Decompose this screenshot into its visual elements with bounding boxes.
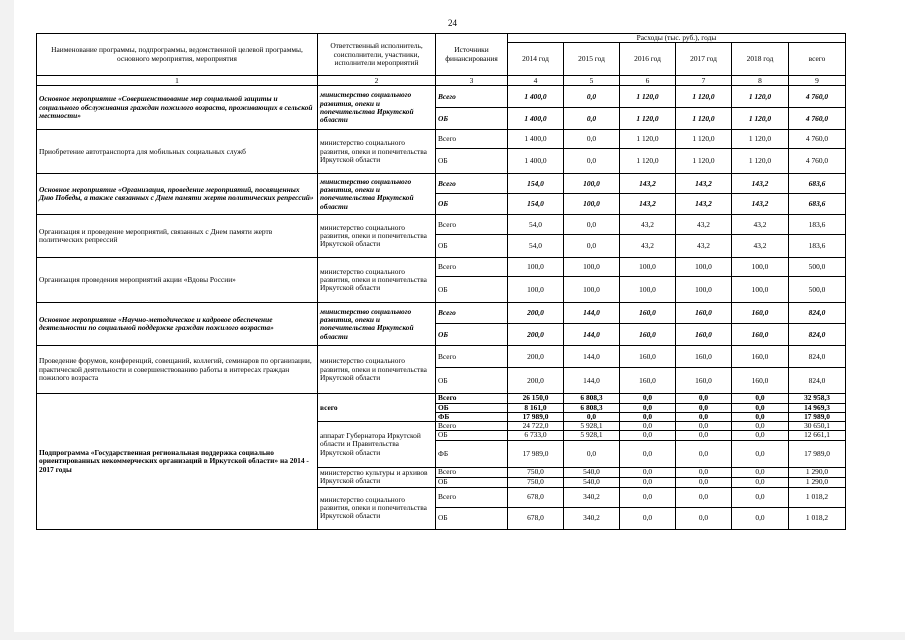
value-cell: 160,0 (620, 303, 676, 324)
executor: министерство социального развития, опеки и попечительства Иркутской области (318, 215, 436, 258)
source-cell: ОБ (436, 324, 508, 346)
source-cell: ОБ (436, 368, 508, 394)
value-cell: 5 928,1 (564, 431, 620, 440)
value-cell: 0,0 (620, 431, 676, 440)
value-cell: 1 400,0 (508, 130, 564, 149)
value-cell: 1 120,0 (676, 149, 732, 174)
value-cell: 200,0 (508, 303, 564, 324)
value-cell: 6 808,3 (564, 403, 620, 412)
table-row (37, 303, 846, 324)
header-expenses: Расходы (тыс. руб.), годы (508, 34, 846, 43)
executor: министерство социального развития, опеки и попечительства Иркутской области (318, 86, 436, 130)
value-cell: 500,0 (789, 277, 846, 303)
header-year: 2015 год (564, 43, 620, 76)
value-cell: 6 733,0 (508, 431, 564, 440)
value-cell: 154,0 (508, 174, 564, 194)
value-cell: 43,2 (620, 235, 676, 258)
value-cell: 0,0 (564, 108, 620, 130)
value-cell: 1 120,0 (732, 130, 789, 149)
value-cell: 0,0 (676, 422, 732, 431)
value-cell: 540,0 (564, 477, 620, 487)
value-cell: 678,0 (508, 487, 564, 507)
source-cell: Всего (436, 394, 508, 403)
header-total: всего (789, 43, 846, 76)
col-index: 3 (436, 76, 508, 86)
value-cell: 144,0 (564, 324, 620, 346)
value-cell: 100,0 (620, 277, 676, 303)
value-cell: 144,0 (564, 346, 620, 368)
value-cell: 0,0 (620, 394, 676, 403)
value-cell: 540,0 (564, 467, 620, 477)
col-index: 8 (732, 76, 789, 86)
column-index-row (37, 76, 846, 86)
value-cell: 0,0 (620, 422, 676, 431)
value-cell: 0,0 (620, 403, 676, 412)
executor: министерство социального развития, опеки и попечительства Иркутской области (318, 174, 436, 215)
activity-name: Проведение форумов, конференций, совещаний, коллегий, семинаров по организации, практической деятельности и совершенствованию работы в интересах граждан пожилого возраста (37, 346, 318, 394)
executor: министерство культуры и архивов Иркутской области (318, 467, 436, 487)
value-cell: 0,0 (676, 477, 732, 487)
value-cell: 340,2 (564, 487, 620, 507)
value-cell: 0,0 (676, 431, 732, 440)
value-cell: 0,0 (732, 487, 789, 507)
source-cell: ФБ (436, 412, 508, 421)
value-cell: 0,0 (732, 422, 789, 431)
value-cell: 0,0 (564, 149, 620, 174)
value-cell: 43,2 (676, 215, 732, 235)
value-cell: 100,0 (732, 258, 789, 277)
source-cell: Всего (436, 467, 508, 477)
value-cell: 200,0 (508, 324, 564, 346)
value-cell: 0,0 (676, 440, 732, 467)
value-cell: 143,2 (732, 174, 789, 194)
value-cell: 100,0 (508, 258, 564, 277)
value-cell: 100,0 (564, 258, 620, 277)
value-cell: 32 958,3 (789, 394, 846, 403)
page-number: 24 (448, 18, 457, 28)
col-index: 5 (564, 76, 620, 86)
source-cell: ОБ (436, 431, 508, 440)
value-cell: 4 760,0 (789, 108, 846, 130)
value-cell: 143,2 (620, 194, 676, 215)
value-cell: 143,2 (676, 174, 732, 194)
source-cell: Всего (436, 258, 508, 277)
value-cell: 500,0 (789, 258, 846, 277)
value-cell: 17 989,0 (508, 440, 564, 467)
value-cell: 160,0 (676, 346, 732, 368)
value-cell: 683,6 (789, 174, 846, 194)
source-cell: ОБ (436, 277, 508, 303)
value-cell: 17 989,0 (508, 412, 564, 421)
source-cell: ФБ (436, 440, 508, 467)
col-index: 2 (318, 76, 436, 86)
value-cell: 12 661,1 (789, 431, 846, 440)
value-cell: 160,0 (732, 324, 789, 346)
value-cell: 160,0 (732, 368, 789, 394)
value-cell: 200,0 (508, 346, 564, 368)
activity-name: Основное мероприятие «Совершенствование мер социальной защиты и социального обслуживания граждан пожилого возраста, проживающих в сельской местности» (37, 86, 318, 130)
value-cell: 0,0 (732, 467, 789, 477)
value-cell: 1 120,0 (620, 130, 676, 149)
value-cell: 750,0 (508, 467, 564, 477)
value-cell: 100,0 (564, 194, 620, 215)
value-cell: 0,0 (676, 487, 732, 507)
value-cell: 1 120,0 (620, 108, 676, 130)
source-cell: Всего (436, 130, 508, 149)
subprogram-name: Подпрограмма «Государственная региональная поддержка социально ориентированных некоммерческих организаций в Иркутской области» на 2014 - 2017 годы (37, 394, 318, 529)
value-cell: 0,0 (564, 440, 620, 467)
value-cell: 0,0 (676, 394, 732, 403)
value-cell: 100,0 (564, 174, 620, 194)
header-year: 2014 год (508, 43, 564, 76)
header-year: 2017 год (676, 43, 732, 76)
value-cell: 54,0 (508, 215, 564, 235)
value-cell: 0,0 (732, 440, 789, 467)
value-cell: 143,2 (620, 174, 676, 194)
value-cell: 160,0 (676, 368, 732, 394)
executor: министерство социального развития, опеки и попечительства Иркутской области (318, 303, 436, 346)
value-cell: 100,0 (676, 258, 732, 277)
value-cell: 200,0 (508, 368, 564, 394)
value-cell: 0,0 (732, 477, 789, 487)
header-row (37, 34, 846, 43)
value-cell: 14 969,3 (789, 403, 846, 412)
activity-name: Приобретение автотранспорта для мобильных социальных служб (37, 130, 318, 174)
value-cell: 100,0 (564, 277, 620, 303)
scan-left-margin (0, 0, 14, 640)
activity-name: Организация проведения мероприятий акции «Вдовы России» (37, 258, 318, 303)
value-cell: 1 120,0 (732, 86, 789, 108)
source-cell: Всего (436, 303, 508, 324)
source-cell: ОБ (436, 235, 508, 258)
value-cell: 1 120,0 (732, 149, 789, 174)
source-cell: ОБ (436, 477, 508, 487)
value-cell: 43,2 (732, 235, 789, 258)
value-cell: 0,0 (732, 394, 789, 403)
value-cell: 4 760,0 (789, 86, 846, 108)
header-source: Источники финансирования (436, 34, 508, 76)
value-cell: 43,2 (676, 235, 732, 258)
value-cell: 160,0 (676, 303, 732, 324)
value-cell: 160,0 (620, 346, 676, 368)
source-cell: ОБ (436, 507, 508, 529)
executor: министерство социального развития, опеки и попечительства Иркутской области (318, 130, 436, 174)
value-cell: 0,0 (620, 477, 676, 487)
source-cell: Всего (436, 215, 508, 235)
col-index: 4 (508, 76, 564, 86)
value-cell: 0,0 (676, 403, 732, 412)
value-cell: 0,0 (620, 507, 676, 529)
source-cell: Всего (436, 422, 508, 431)
value-cell: 0,0 (676, 507, 732, 529)
value-cell: 0,0 (620, 487, 676, 507)
value-cell: 1 290,0 (789, 467, 846, 477)
value-cell: 43,2 (732, 215, 789, 235)
executor: министерство социального развития, опеки и попечительства Иркутской области (318, 258, 436, 303)
value-cell: 100,0 (508, 277, 564, 303)
source-cell: ОБ (436, 194, 508, 215)
executor: министерство социального развития, опеки и попечительства Иркутской области (318, 487, 436, 529)
executor: министерство социального развития, опеки и попечительства Иркутской области (318, 346, 436, 394)
value-cell: 17 989,0 (789, 440, 846, 467)
value-cell: 0,0 (564, 235, 620, 258)
value-cell: 183,6 (789, 235, 846, 258)
value-cell: 26 150,0 (508, 394, 564, 403)
value-cell: 1 120,0 (620, 149, 676, 174)
value-cell: 0,0 (620, 440, 676, 467)
executor: всего (318, 394, 436, 422)
value-cell: 4 760,0 (789, 130, 846, 149)
value-cell: 1 400,0 (508, 108, 564, 130)
source-cell: ОБ (436, 149, 508, 174)
value-cell: 160,0 (732, 303, 789, 324)
value-cell: 824,0 (789, 346, 846, 368)
value-cell: 17 989,0 (789, 412, 846, 421)
value-cell: 1 018,2 (789, 507, 846, 529)
value-cell: 0,0 (732, 412, 789, 421)
source-cell: ОБ (436, 403, 508, 412)
table-row (37, 86, 846, 108)
value-cell: 1 120,0 (676, 108, 732, 130)
value-cell: 8 161,0 (508, 403, 564, 412)
value-cell: 160,0 (620, 324, 676, 346)
value-cell: 6 808,3 (564, 394, 620, 403)
value-cell: 144,0 (564, 303, 620, 324)
col-index: 7 (676, 76, 732, 86)
header-year: 2016 год (620, 43, 676, 76)
table-row (37, 346, 846, 368)
value-cell: 1 120,0 (676, 130, 732, 149)
table-row (37, 174, 846, 194)
value-cell: 340,2 (564, 507, 620, 529)
value-cell: 0,0 (564, 86, 620, 108)
source-cell: Всего (436, 487, 508, 507)
value-cell: 0,0 (564, 215, 620, 235)
activity-name: Основное мероприятие «Организация, проведение мероприятий, посвященных Дню Победы, а также связанных с Днем памяти жертв политических репрессий» (37, 174, 318, 215)
value-cell: 183,6 (789, 215, 846, 235)
value-cell: 0,0 (564, 412, 620, 421)
value-cell: 1 290,0 (789, 477, 846, 487)
value-cell: 750,0 (508, 477, 564, 487)
source-cell: Всего (436, 86, 508, 108)
value-cell: 0,0 (620, 412, 676, 421)
header-executor: Ответственный исполнитель, соисполнители, участники, исполнители мероприятий (318, 34, 436, 76)
value-cell: 160,0 (732, 346, 789, 368)
value-cell: 5 928,1 (564, 422, 620, 431)
header-year: 2018 год (732, 43, 789, 76)
value-cell: 0,0 (620, 467, 676, 477)
value-cell: 0,0 (732, 403, 789, 412)
table-row (37, 215, 846, 235)
table-row (37, 258, 846, 277)
table-row (37, 394, 846, 403)
value-cell: 1 120,0 (732, 108, 789, 130)
value-cell: 143,2 (676, 194, 732, 215)
activity-name: Организация и проведение мероприятий, связанных с Днем памяти жертв политических репрессий (37, 215, 318, 258)
source-cell: ОБ (436, 108, 508, 130)
source-cell: Всего (436, 174, 508, 194)
value-cell: 1 400,0 (508, 149, 564, 174)
value-cell: 30 650,1 (789, 422, 846, 431)
table-row (37, 130, 846, 149)
value-cell: 24 722,0 (508, 422, 564, 431)
value-cell: 100,0 (620, 258, 676, 277)
value-cell: 0,0 (676, 467, 732, 477)
value-cell: 160,0 (676, 324, 732, 346)
value-cell: 143,2 (732, 194, 789, 215)
header-name: Наименование программы, подпрограммы, ведомственной целевой программы, основного мероприятия, мероприятия (37, 34, 318, 76)
source-cell: Всего (436, 346, 508, 368)
value-cell: 683,6 (789, 194, 846, 215)
value-cell: 824,0 (789, 368, 846, 394)
value-cell: 160,0 (620, 368, 676, 394)
col-index: 6 (620, 76, 676, 86)
value-cell: 0,0 (564, 130, 620, 149)
value-cell: 43,2 (620, 215, 676, 235)
value-cell: 1 120,0 (620, 86, 676, 108)
value-cell: 154,0 (508, 194, 564, 215)
col-index: 9 (789, 76, 846, 86)
value-cell: 54,0 (508, 235, 564, 258)
value-cell: 144,0 (564, 368, 620, 394)
value-cell: 1 120,0 (676, 86, 732, 108)
expenses-table (36, 33, 846, 530)
scan-bottom-band (0, 632, 905, 640)
col-index: 1 (37, 76, 318, 86)
value-cell: 100,0 (732, 277, 789, 303)
value-cell: 1 400,0 (508, 86, 564, 108)
value-cell: 678,0 (508, 507, 564, 529)
executor: аппарат Губернатора Иркутской области и Правительства Иркутской области (318, 422, 436, 468)
activity-name: Основное мероприятие «Научно-методическое и кадровое обеспечение деятельности по социальной поддержке граждан пожилого возраста» (37, 303, 318, 346)
value-cell: 4 760,0 (789, 149, 846, 174)
value-cell: 824,0 (789, 324, 846, 346)
value-cell: 1 018,2 (789, 487, 846, 507)
value-cell: 0,0 (732, 507, 789, 529)
value-cell: 0,0 (676, 412, 732, 421)
value-cell: 0,0 (732, 431, 789, 440)
value-cell: 100,0 (676, 277, 732, 303)
value-cell: 824,0 (789, 303, 846, 324)
